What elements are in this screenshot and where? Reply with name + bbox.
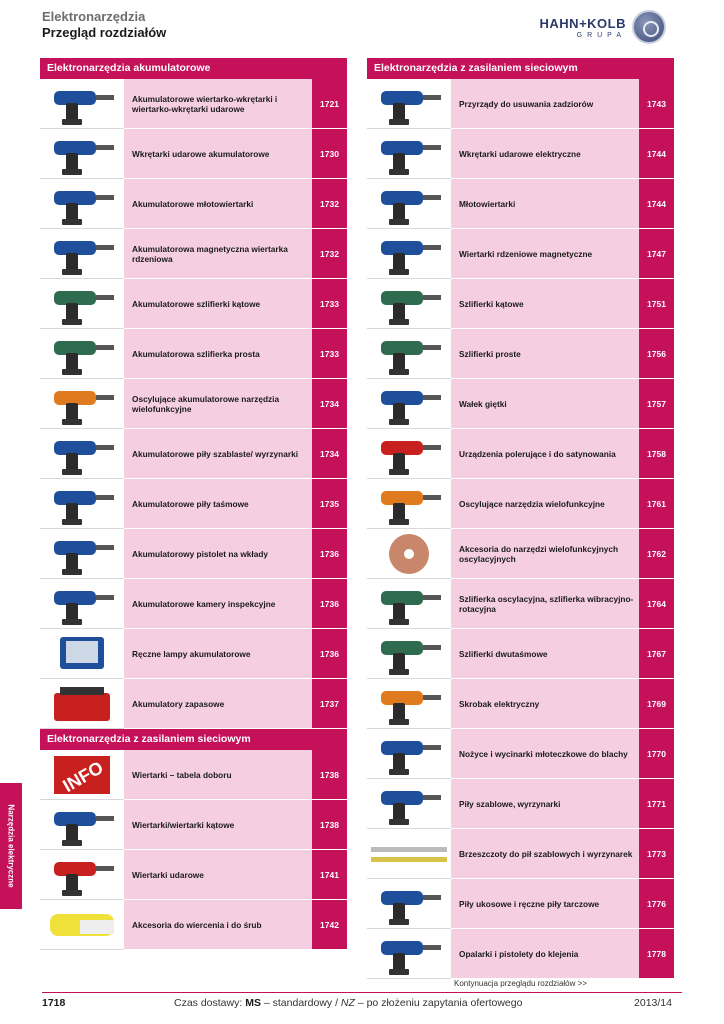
chapter-page-number[interactable]: 1736 <box>312 529 347 578</box>
chapter-row[interactable] <box>367 229 674 279</box>
chapter-page-number[interactable]: 1735 <box>312 479 347 528</box>
magnetic-core-drill-icon <box>367 229 451 278</box>
chapter-page-number[interactable]: 1733 <box>312 279 347 328</box>
logo-subtext: GRUPA <box>576 32 626 39</box>
rotary-hammer-icon <box>40 179 124 228</box>
chapter-row[interactable] <box>40 579 347 629</box>
chapter-page-number[interactable]: 1747 <box>639 229 674 278</box>
chapter-label[interactable]: Wałek giętki <box>451 379 639 428</box>
chapter-label[interactable]: Akumulatorowe młotowiertarki <box>124 179 312 228</box>
chapter-label[interactable]: Piły szablowe, wyrzynarki <box>451 779 639 828</box>
electric-impact-driver-icon <box>367 129 451 178</box>
chapter-label[interactable]: Piły ukosowe i ręczne piły tarczowe <box>451 879 639 928</box>
chapter-row[interactable] <box>367 429 674 479</box>
chapter-row[interactable] <box>40 379 347 429</box>
circular-saw-icon <box>367 879 451 928</box>
chapter-page-number[interactable]: 1751 <box>639 279 674 328</box>
polisher-icon <box>367 429 451 478</box>
angle-grinder-icon <box>367 279 451 328</box>
electric-scraper-icon <box>367 679 451 728</box>
chapter-page-number[interactable]: 1761 <box>639 479 674 528</box>
chapter-row[interactable] <box>40 129 347 179</box>
angle-grinder-icon <box>40 279 124 328</box>
chapter-row[interactable] <box>40 329 347 379</box>
chapter-label[interactable]: Akumulatorowe piły taśmowe <box>124 479 312 528</box>
chapter-row[interactable] <box>40 850 347 900</box>
page-title: Elektronarzędzia <box>42 9 146 24</box>
chapter-row[interactable] <box>367 529 674 579</box>
chapter-page-number[interactable]: 1732 <box>312 229 347 278</box>
chapter-label[interactable]: Akumulatory zapasowe <box>124 679 312 728</box>
sanding-pad-icon <box>367 529 451 578</box>
chapter-label[interactable]: Akumulatorowe piły szablaste/ wyrzynarki <box>124 429 312 478</box>
section-header: Elektronarzędzia z zasilaniem sieciowym <box>367 58 674 79</box>
chapter-page-number[interactable]: 1732 <box>312 179 347 228</box>
ms-code: MS <box>245 997 261 1009</box>
right-column <box>367 58 674 979</box>
chapter-label[interactable]: Nożyce i wycinarki młoteczkowe do blachy <box>451 729 639 778</box>
impact-driver-icon <box>40 129 124 178</box>
page-footer <box>42 997 682 1011</box>
chapter-label[interactable]: Wkrętarki udarowe elektryczne <box>451 129 639 178</box>
chapter-label[interactable]: Akumulatorowa magnetyczna wiertarka rdzeniowa <box>124 229 312 278</box>
chapter-label[interactable]: Ręczne lampy akumulatorowe <box>124 629 312 678</box>
section-header: Elektronarzędzia z zasilaniem sieciowym <box>40 729 347 750</box>
chapter-row[interactable] <box>40 79 347 129</box>
chapter-label[interactable]: Akumulatorowe kamery inspekcyjne <box>124 579 312 628</box>
chapter-page-number[interactable]: 1757 <box>639 379 674 428</box>
band-saw-icon <box>40 479 124 528</box>
chapter-row[interactable] <box>367 629 674 679</box>
chapter-page-number[interactable]: 1773 <box>639 829 674 878</box>
svg-text:INFO: INFO <box>59 757 107 797</box>
continuation-note[interactable]: Kontynuacja przeglądu rozdziałów >> <box>454 979 587 988</box>
chapter-row[interactable] <box>367 929 674 979</box>
chapter-label[interactable]: Wiertarki rdzeniowe magnetyczne <box>451 229 639 278</box>
chapter-row[interactable] <box>40 900 347 950</box>
chapter-row[interactable] <box>367 329 674 379</box>
deburring-tool-icon <box>367 79 451 128</box>
inspection-camera-icon <box>40 579 124 628</box>
chapter-row[interactable] <box>40 479 347 529</box>
chapter-page-number[interactable]: 1741 <box>312 850 347 899</box>
straight-grinder-icon <box>367 329 451 378</box>
chapter-label[interactable]: Wiertarki/wiertarki kątowe <box>124 800 312 849</box>
chapter-label[interactable]: Akcesoria do narzędzi wielofunkcyjnych oscylacyjnych <box>451 529 639 578</box>
chapter-label[interactable]: Opalarki i pistolety do klejenia <box>451 929 639 978</box>
battery-pack-icon <box>40 679 124 728</box>
chapter-label[interactable]: Akumulatorowa szlifierka prosta <box>124 329 312 378</box>
heat-gun-icon <box>367 929 451 978</box>
work-lamp-icon <box>40 629 124 678</box>
chapter-page-number[interactable]: 1734 <box>312 379 347 428</box>
chapter-label[interactable]: Wiertarki udarowe <box>124 850 312 899</box>
bench-grinder-icon <box>367 629 451 678</box>
chapter-row[interactable] <box>367 579 674 629</box>
chapter-row[interactable] <box>367 379 674 429</box>
impact-drill-icon <box>40 850 124 899</box>
page-subtitle: Przegląd rozdziałów <box>42 25 167 40</box>
chapter-label[interactable]: Brzeszczoty do pił szablowych i wyrzynarek <box>451 829 639 878</box>
section-header: Elektronarzędzia akumulatorowe <box>40 58 347 79</box>
page-header <box>42 10 682 50</box>
chapter-page-number[interactable]: 1737 <box>312 679 347 728</box>
chapter-page-number[interactable]: 1758 <box>639 429 674 478</box>
chapter-label[interactable]: Szlifierka oscylacyjna, szlifierka wibracyjno-rotacyjna <box>451 579 639 628</box>
chapter-page-number[interactable]: 1767 <box>639 629 674 678</box>
chapter-label[interactable]: Akumulatorowe wiertarko-wkrętarki i wiertarko-wkrętarki udarowe <box>124 79 312 128</box>
chapter-label[interactable]: Szlifierki dwutaśmowe <box>451 629 639 678</box>
chapter-page-number[interactable]: 1776 <box>639 879 674 928</box>
footer-divider <box>42 992 682 993</box>
chapter-page-number[interactable]: 1764 <box>639 579 674 628</box>
chapter-label[interactable]: Akumulatorowe szlifierki kątowe <box>124 279 312 328</box>
chapter-side-tab[interactable] <box>0 783 22 909</box>
chapter-row[interactable] <box>367 479 674 529</box>
straight-grinder-icon <box>40 329 124 378</box>
chapter-page-number[interactable]: 1738 <box>312 800 347 849</box>
chapter-row[interactable] <box>367 279 674 329</box>
orbital-sander-icon <box>367 579 451 628</box>
chapter-page-number[interactable]: 1738 <box>312 750 347 799</box>
delivery-note <box>174 997 522 1009</box>
chapter-row[interactable] <box>367 179 674 229</box>
hammer-drill-icon <box>367 179 451 228</box>
reciprocating-saw-icon <box>40 429 124 478</box>
chapter-row[interactable] <box>40 800 347 850</box>
chapter-page-number[interactable]: 1744 <box>639 179 674 228</box>
page-number: 1718 <box>42 997 66 1009</box>
chapter-label[interactable]: Oscylujące akumulatorowe narzędzia wielofunkcyjne <box>124 379 312 428</box>
chapter-row[interactable] <box>40 750 347 800</box>
chapter-page-number[interactable]: 1756 <box>639 329 674 378</box>
chapter-row[interactable] <box>40 279 347 329</box>
chapter-row[interactable] <box>40 629 347 679</box>
chapter-row[interactable] <box>367 879 674 929</box>
chapter-page-number[interactable]: 1736 <box>312 629 347 678</box>
cordless-drill-icon <box>40 79 124 128</box>
chapter-page-number[interactable]: 1734 <box>312 429 347 478</box>
multitool-icon <box>40 379 124 428</box>
drill-icon <box>40 800 124 849</box>
magnetic-drill-icon <box>40 229 124 278</box>
chapter-page-number[interactable]: 1733 <box>312 329 347 378</box>
nz-text: – po złożeniu zapytania ofertowego <box>354 997 523 1009</box>
row-divider <box>40 728 124 729</box>
delivery-prefix: Czas dostawy: <box>174 997 246 1009</box>
chapter-row[interactable] <box>40 229 347 279</box>
brand-logo <box>500 10 670 46</box>
chapter-page-number[interactable]: 1742 <box>312 900 347 949</box>
nibbler-icon <box>367 729 451 778</box>
chapter-label[interactable]: Akcesoria do wiercenia i do śrub <box>124 900 312 949</box>
chapter-label[interactable]: Szlifierki kątowe <box>451 279 639 328</box>
logo-badge-icon <box>632 10 666 44</box>
chapter-label[interactable]: Szlifierki proste <box>451 329 639 378</box>
chapter-page-number[interactable]: 1744 <box>639 129 674 178</box>
chapter-label[interactable]: Oscylujące narzędzia wielofunkcyjne <box>451 479 639 528</box>
chapter-label[interactable]: Przyrządy do usuwania zadziorów <box>451 79 639 128</box>
chapter-row[interactable] <box>367 79 674 129</box>
caulk-gun-icon <box>40 529 124 578</box>
chapter-row[interactable] <box>40 679 347 729</box>
chapter-row[interactable] <box>40 429 347 479</box>
catalog-year: 2013/14 <box>634 997 672 1009</box>
chapter-page-number[interactable]: 1771 <box>639 779 674 828</box>
chapter-page-number[interactable]: 1721 <box>312 79 347 128</box>
oscillating-tool-icon <box>367 479 451 528</box>
chapter-page-number[interactable]: 1778 <box>639 929 674 978</box>
jigsaw-icon <box>367 779 451 828</box>
chapter-row[interactable] <box>367 779 674 829</box>
chapter-label[interactable]: Wkrętarki udarowe akumulatorowe <box>124 129 312 178</box>
chapter-label[interactable]: Młotowiertarki <box>451 179 639 228</box>
chapter-row[interactable] <box>40 529 347 579</box>
side-tab-label: Narzędzia elektryczne <box>6 804 16 888</box>
left-column <box>40 58 347 950</box>
chapter-label[interactable]: Akumulatorowy pistolet na wkłady <box>124 529 312 578</box>
chapter-page-number[interactable]: 1762 <box>639 529 674 578</box>
chapter-row[interactable] <box>40 179 347 229</box>
chapter-label[interactable]: Wiertarki – tabela doboru <box>124 750 312 799</box>
chapter-row[interactable] <box>367 829 674 879</box>
row-divider <box>40 949 124 950</box>
flexible-shaft-icon <box>367 379 451 428</box>
saw-blade-icon <box>367 829 451 878</box>
chapter-page-number[interactable]: 1769 <box>639 679 674 728</box>
chapter-label[interactable]: Skrobak elektryczny <box>451 679 639 728</box>
ms-text: – standardowy / <box>260 997 341 1009</box>
chapter-row[interactable] <box>367 679 674 729</box>
info-icon <box>40 750 124 799</box>
chapter-row[interactable] <box>367 729 674 779</box>
logo-text: HAHN+KOLB <box>539 16 626 31</box>
chapter-label[interactable]: Urządzenia polerujące i do satynowania <box>451 429 639 478</box>
chapter-page-number[interactable]: 1743 <box>639 79 674 128</box>
chapter-row[interactable] <box>367 129 674 179</box>
chapter-page-number[interactable]: 1730 <box>312 129 347 178</box>
nz-code: NZ <box>340 997 355 1009</box>
drill-accessory-icon <box>40 900 124 949</box>
chapter-page-number[interactable]: 1736 <box>312 579 347 628</box>
chapter-page-number[interactable]: 1770 <box>639 729 674 778</box>
